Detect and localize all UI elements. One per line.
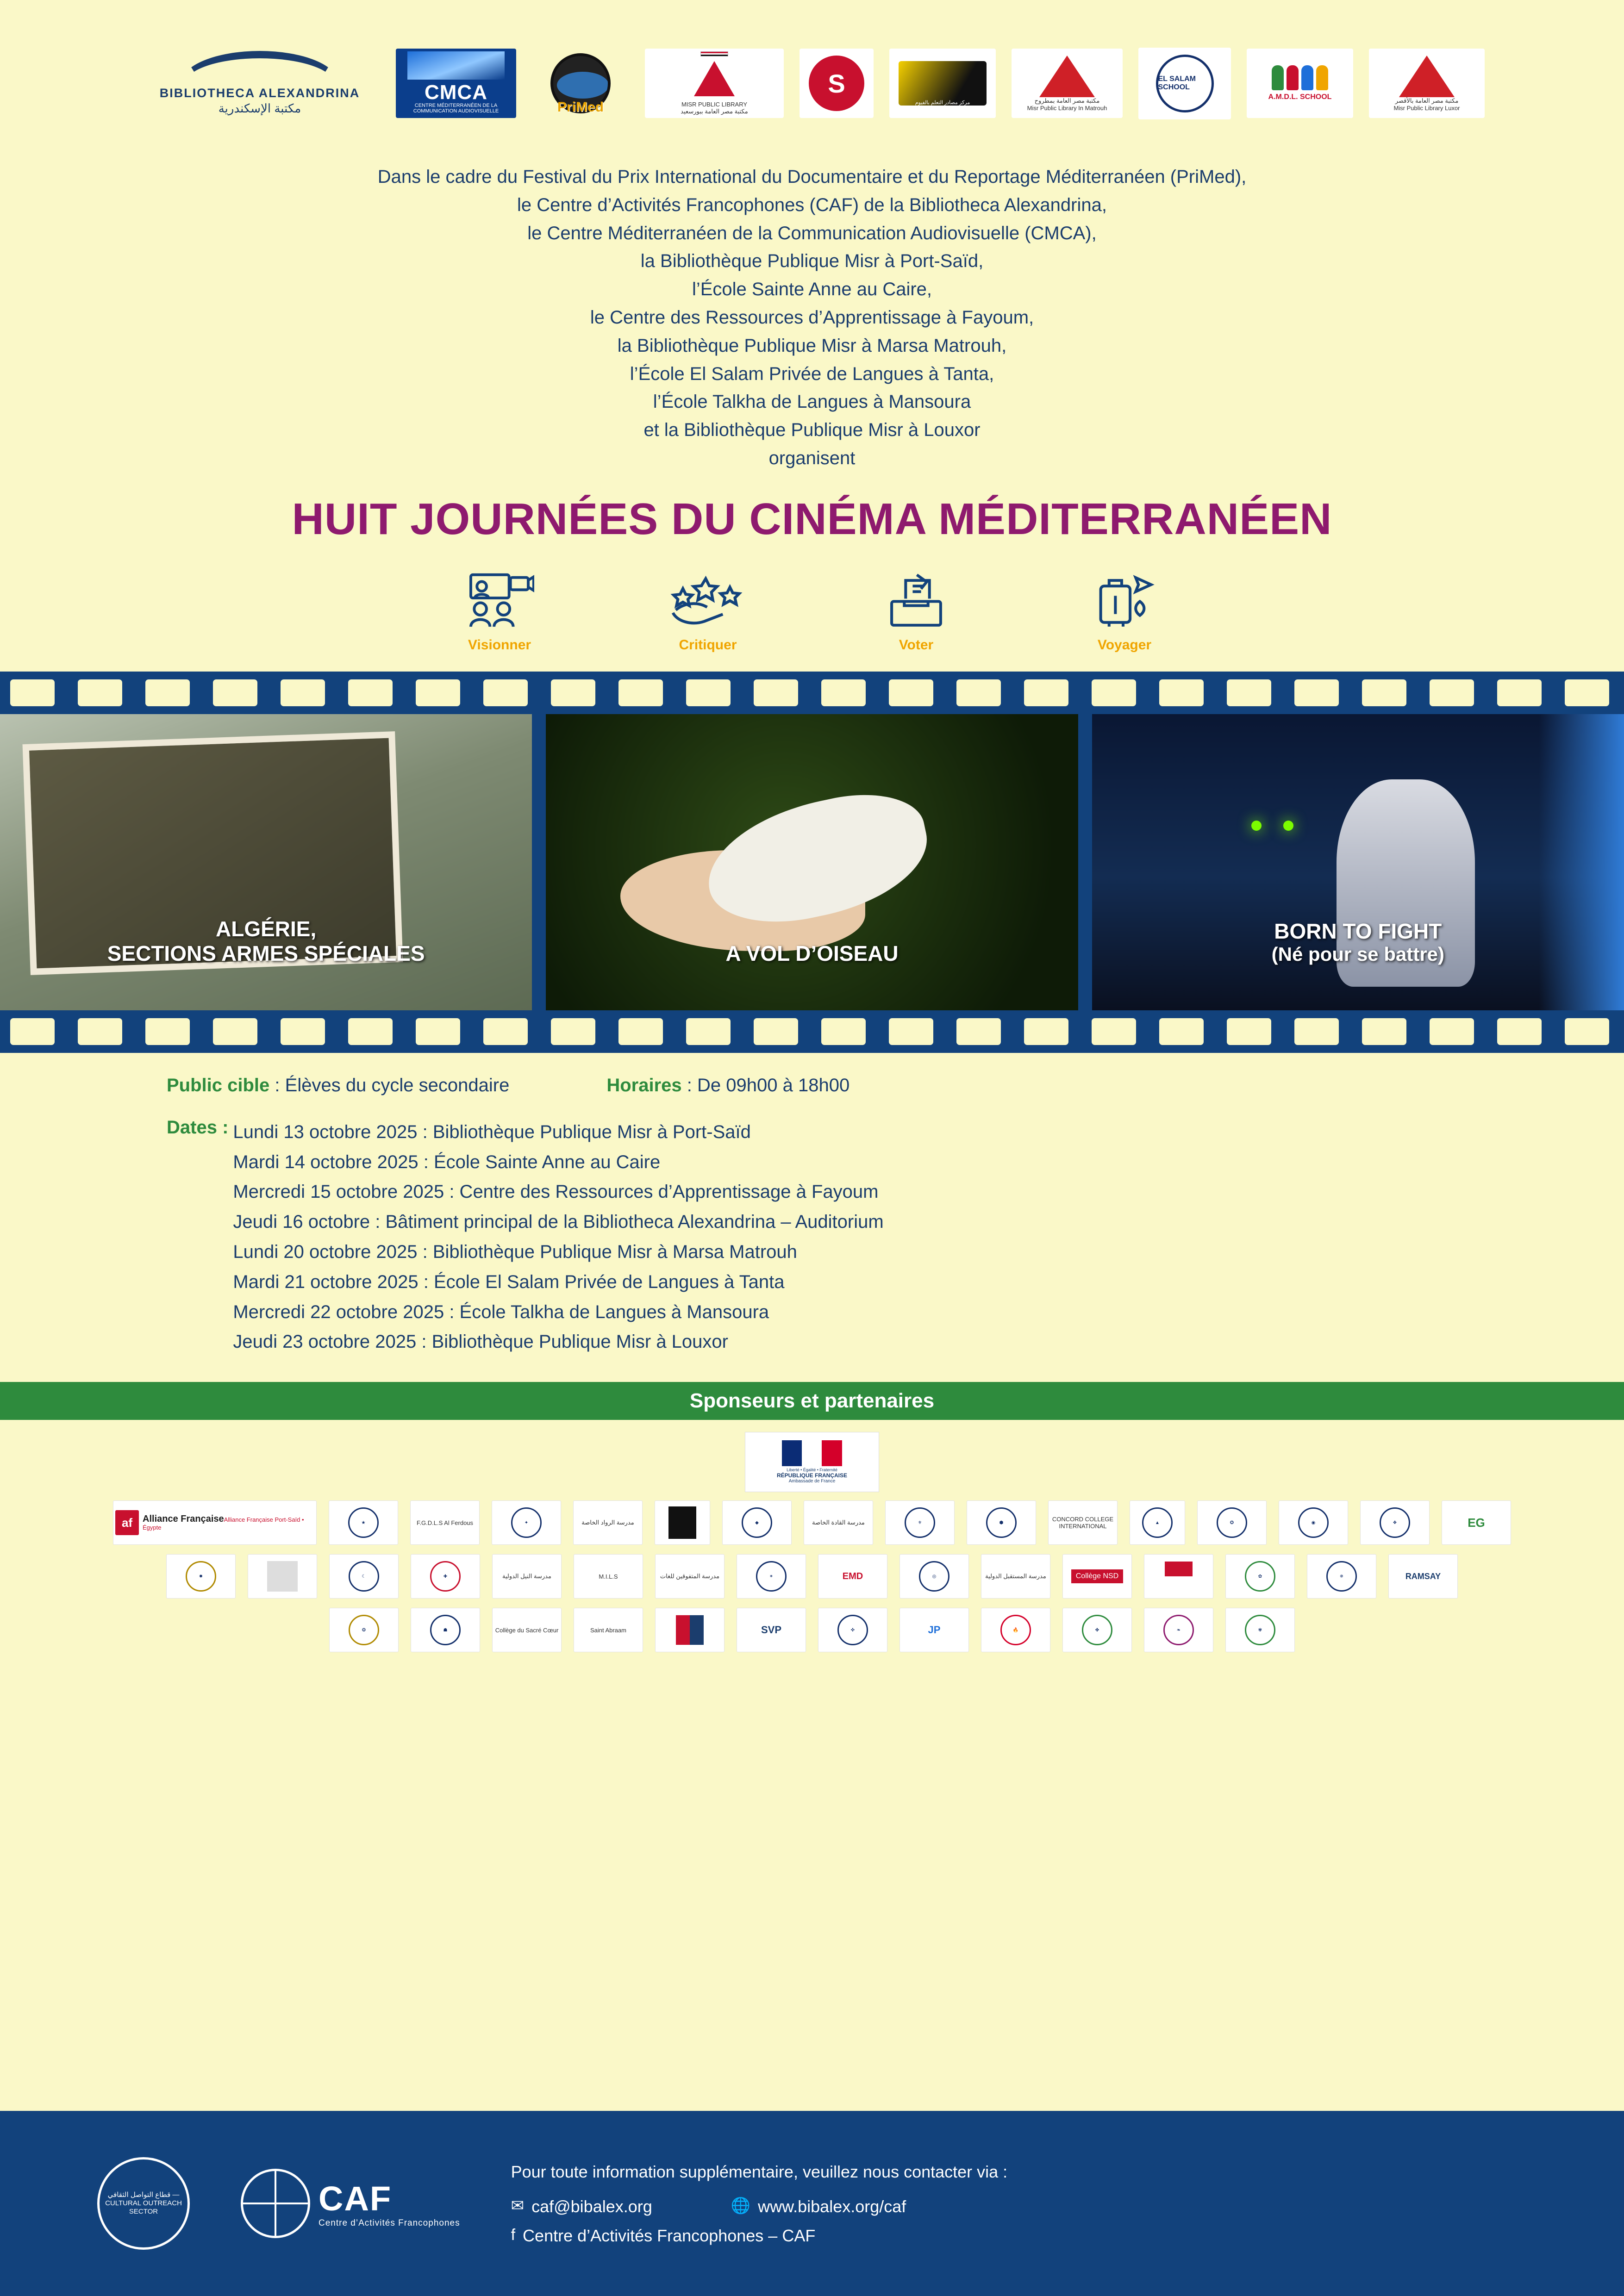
sponsor-9 (885, 1500, 955, 1545)
sponsor-alliance-francaise: af Alliance FrançaiseAlliance Française Port-Saïd • Égypte (113, 1500, 317, 1545)
light-glow-2 (1283, 821, 1293, 831)
sponsor-emblem-34: ☗ (430, 1615, 461, 1645)
sponsor-emblem-41: 🔥 (1000, 1615, 1031, 1645)
footer (0, 2111, 1624, 2296)
primed-title: PriMed (557, 100, 604, 115)
film-title-2: A VOL D’OISEAU (725, 941, 899, 965)
film-caption-2 (546, 941, 1078, 966)
sponsor-17 (166, 1554, 236, 1599)
sponsor-18 (248, 1554, 317, 1599)
info-section (0, 1053, 1624, 1357)
intro-line-3: le Centre Méditerranéen de la Communication Audiovisuelle (CMCA), (527, 223, 1097, 243)
pyramid-icon (694, 61, 735, 96)
sponsor-27 (981, 1554, 1050, 1599)
film-title-1: ALGÉRIE, (216, 916, 317, 941)
hours-value: De 09h00 à 18h00 (697, 1075, 850, 1095)
audience-block (167, 1075, 509, 1096)
france-embassy: Ambassade de France (788, 1479, 836, 1484)
intro-line-7: la Bibliothèque Publique Misr à Marsa Matrouh, (617, 335, 1007, 356)
bibalex-title: BIBLIOTHECA ALEXANDRINA (159, 86, 360, 100)
logo-ambassade-de-france (745, 1432, 879, 1492)
rating-hand-icon (648, 566, 768, 635)
sponsor-label-40: JP (928, 1624, 941, 1636)
sponsor-college-nsd (1062, 1554, 1132, 1599)
el-salam-title: EL SALAM SCHOOL (1158, 75, 1196, 91)
film-title-3: BORN TO FIGHT (1274, 919, 1442, 943)
sponsor-emblem-30: ✿ (1245, 1561, 1275, 1592)
sponsor-emblem-17: ✸ (186, 1561, 216, 1592)
sponsor-row-3 (69, 1608, 1555, 1652)
red-pyramid-icon-luxor (1399, 56, 1455, 97)
sponsor-23 (655, 1554, 725, 1599)
sponsor-4 (492, 1500, 561, 1545)
sponsor-15 (1360, 1500, 1430, 1545)
sponsor-39 (818, 1608, 887, 1652)
sponsor-emblem-18 (267, 1561, 298, 1592)
date-item-5: Lundi 20 octobre 2025 : Bibliothèque Publique Misr à Marsa Matrouh (233, 1241, 797, 1262)
contact-website[interactable] (731, 2192, 906, 2221)
intro-line-9: l’École Talkha de Langues à Mansoura (653, 392, 971, 412)
sponsor-41 (981, 1608, 1050, 1652)
date-item-7: Mercredi 22 octobre 2025 : École Talkha de Langues à Mansoura (233, 1301, 769, 1322)
bibalex-title-arabic: مكتبة الإسكندرية (218, 101, 301, 115)
contact-line-1 (511, 2192, 1527, 2221)
date-item-1: Lundi 13 octobre 2025 : Bibliothèque Publique Misr à Port-Saïd (233, 1121, 751, 1142)
film-frame-born-to-fight (1092, 714, 1624, 1010)
hours-block (606, 1075, 849, 1096)
misr-matrouh-title: Misr Public Library In Matrouh (1027, 104, 1107, 112)
sponsor-label-25: EMD (842, 1571, 863, 1581)
sponsor-emd-school (818, 1554, 887, 1599)
intro-line-1: Dans le cadre du Festival du Prix International du Documentaire et du Reportage Méditerranéen (PriMed), (377, 167, 1247, 187)
film-frame-vol-oiseau (546, 714, 1078, 1010)
activity-label-voyager: Voyager (1097, 637, 1152, 653)
sponsor-14 (1279, 1500, 1348, 1545)
sponsor-label-8: مدرسة القادة الخاصة (812, 1519, 865, 1526)
sponsor-concord-college (1048, 1500, 1118, 1545)
contact-facebook[interactable] (511, 2221, 1527, 2250)
blue-light-overlay (1539, 714, 1624, 1010)
date-item-2: Mardi 14 octobre 2025 : École Sainte Anne au Caire (233, 1151, 661, 1172)
sponsor-12 (1130, 1500, 1185, 1545)
caf-name: CAF (319, 2179, 392, 2218)
amdl-title: A.M.D.L. SCHOOL (1268, 93, 1332, 101)
info-row-audience-hours (167, 1075, 1457, 1096)
sponsors-banner: Sponseurs et partenaires (0, 1382, 1624, 1420)
sponsor-emblem-4: ✦ (511, 1507, 542, 1538)
egypt-flag-icon (700, 51, 728, 56)
af-mark-icon: af (115, 1510, 139, 1535)
sponsor-miles-school (574, 1554, 643, 1599)
logo-misr-public-library-matrouh (1012, 49, 1123, 118)
sponsor-label-35: Collège du Sacré Cœur (495, 1626, 559, 1634)
sponsor-emblem-2: ★ (348, 1507, 379, 1538)
el-salam-seal-icon (1156, 55, 1214, 112)
sponsor-label-27: مدرسة المستقبل الدولية (985, 1573, 1046, 1580)
sponsor-26 (899, 1554, 969, 1599)
hours-separator: : (681, 1075, 698, 1095)
logo-amdl-school (1247, 49, 1353, 118)
sponsor-42 (1062, 1608, 1132, 1652)
misr-luxor-title: Misr Public Library Luxor (1393, 104, 1460, 112)
sponsor-emblem-15: ❖ (1380, 1507, 1410, 1538)
sponsor-label-23: مدرسة المتفوقين للغات (660, 1573, 720, 1580)
sponsor-10 (967, 1500, 1036, 1545)
hours-label: Horaires (606, 1075, 682, 1095)
sponsor-label-21: مدرسة النيل الدولية (502, 1573, 551, 1580)
intro-line-6: le Centre des Ressources d’Apprentissage à Fayoum, (590, 307, 1034, 328)
france-republic: RÉPUBLIQUE FRANÇAISE (776, 1472, 847, 1479)
activity-icon-row (0, 566, 1624, 653)
date-item-4: Jeudi 16 octobre : Bâtiment principal de la Bibliotheca Alexandrina – Auditorium (233, 1212, 884, 1232)
top-logo-row (0, 0, 1624, 153)
suitcase-travel-icon (1064, 566, 1185, 635)
contact-title: Pour toute information supplémentaire, veuillez nous contacter via : (511, 2162, 1008, 2181)
france-motto: Liberté • Égalité • Fraternité (787, 1468, 837, 1473)
sponsor-6 (655, 1500, 710, 1545)
film-subtitle-3: (Né pour se battre) (1271, 943, 1445, 965)
sponsor-label-22: M.I.L.S (599, 1573, 618, 1580)
sponsor-emblem-33: ❂ (349, 1615, 379, 1645)
sainte-anne-monogram: S (809, 56, 864, 111)
sponsor-34 (411, 1608, 480, 1652)
sponsor-21 (492, 1554, 562, 1599)
sponsor-emblem-19: ☾ (349, 1561, 379, 1592)
sponsor-8 (804, 1500, 873, 1545)
film-caption-3 (1092, 919, 1624, 966)
sponsor-37 (655, 1608, 725, 1652)
intro-line-8: l’École El Salam Privée de Langues à Tanta, (630, 363, 994, 384)
screening-icon (439, 566, 560, 635)
date-item-6: Mardi 21 octobre 2025 : École El Salam Privée de Langues à Tanta (233, 1271, 785, 1292)
sponsor-label-1: Alliance Française Port-Saïd • Égypte (143, 1516, 304, 1531)
sponsor-29 (1144, 1554, 1213, 1599)
activity-label-critiquer: Critiquer (679, 637, 737, 653)
caf-subtitle: Centre d’Activités Francophones (319, 2218, 460, 2228)
logo-misr-public-library-port-said (645, 49, 784, 118)
audience-value: Élèves du cycle secondaire (285, 1075, 510, 1095)
film-subtitle-1: SECTIONS ARMES SPÉCIALES (107, 941, 425, 965)
sponsor-emblem-39: ✜ (837, 1615, 868, 1645)
red-pyramid-icon (1039, 56, 1095, 97)
sponsor-emblem-43: ❧ (1163, 1615, 1194, 1645)
audience-separator: : (269, 1075, 285, 1095)
sponsor-emblem-24: ✶ (756, 1561, 787, 1592)
amdl-figures-icon (1272, 65, 1328, 90)
audience-label: Public cible (167, 1075, 270, 1095)
marianne-flag-icon (782, 1440, 842, 1466)
activity-visionner (439, 566, 560, 653)
dates-block (167, 1117, 1457, 1357)
sponsor-al-ferdous (410, 1500, 480, 1545)
contact-email-value: caf@bibalex.org (531, 2196, 652, 2216)
sponsor-emblem-14: ◉ (1298, 1507, 1329, 1538)
sponsor-emblem-20: ✚ (430, 1561, 461, 1592)
sponsor-label-5: مدرسة الرواد الخاصة (581, 1519, 634, 1526)
intro-line-2: le Centre d’Activités Francophones (CAF) de la Bibliotheca Alexandrina, (517, 194, 1107, 215)
cmca-subtitle: CENTRE MÉDITERRANÉEN DE LA COMMUNICATION AUDIOVISUELLE (413, 102, 499, 114)
film-frames (0, 714, 1624, 1010)
cmca-title: CMCA (425, 81, 487, 104)
sponsor-13 (1197, 1500, 1267, 1545)
bird-image (696, 781, 938, 937)
activity-voyager (1064, 566, 1185, 653)
misr-psd-arabic: مكتبة مصر العامة ببورسعيد (681, 108, 748, 115)
ballot-box-icon (856, 566, 976, 635)
sponsor-19 (329, 1554, 399, 1599)
sponsor-30 (1225, 1554, 1295, 1599)
logo-bibliotheca-alexandrina (139, 39, 380, 127)
logo-caf (241, 2169, 460, 2238)
sponsor-college-sacre-coeur (492, 1608, 562, 1652)
fayoum-center-title: مركز مصادر التعلم بالفيوم (899, 61, 987, 106)
bibalex-swoosh-icon (181, 51, 338, 83)
contact-email[interactable] (511, 2192, 652, 2221)
sponsor-emblem-44: ✾ (1245, 1615, 1275, 1645)
sponsor-20 (411, 1554, 480, 1599)
sponsor-label-11: CONCORD COLLEGE INTERNATIONAL (1052, 1516, 1114, 1530)
logo-primed (532, 49, 629, 118)
filmstrip (0, 672, 1624, 1053)
light-glow-1 (1251, 821, 1262, 831)
misr-matrouh-arabic: مكتبة مصر العامة بمطروح (1034, 97, 1100, 104)
sponsor-emblem-37 (676, 1615, 704, 1645)
film-caption-1 (0, 917, 532, 966)
sponsor-label-32: RAMSAY (1405, 1571, 1441, 1581)
sponsor-43 (1144, 1608, 1213, 1652)
sponsor-emblem-7: ◆ (742, 1507, 772, 1538)
dates-list (233, 1117, 883, 1357)
activity-critiquer (648, 566, 768, 653)
logo-sainte-anne-school (800, 49, 874, 118)
activity-voter (856, 566, 976, 653)
sponsor-emblem-9: ⚜ (905, 1507, 935, 1538)
footer-contact (511, 2157, 1527, 2250)
logo-fayoum-learning-center (889, 49, 996, 118)
sponsor-label-3: F.G.D.L.S Al Ferdous (416, 1519, 474, 1526)
sponsor-emblem-26: ◎ (919, 1561, 949, 1592)
globe-icon: 🌐 (731, 2197, 751, 2215)
cmca-screen-icon (407, 51, 505, 80)
facebook-icon: f (511, 2226, 516, 2244)
sponsor-svp-school (737, 1608, 806, 1652)
sponsor-emblem-10: ⬢ (986, 1507, 1017, 1538)
intro-line-4: la Bibliothèque Publique Misr à Port-Saïd, (640, 251, 984, 272)
misr-psd-title: MISR PUBLIC LIBRARY (681, 101, 748, 108)
intro-paragraph (0, 163, 1624, 473)
dates-label (167, 1117, 228, 1357)
contact-website-value: www.bibalex.org/caf (758, 2196, 906, 2216)
sponsor-7 (722, 1500, 792, 1545)
sponsor-emblem-42: ✤ (1082, 1615, 1112, 1645)
film-frame-algerie (0, 714, 532, 1010)
sponsor-24 (737, 1554, 806, 1599)
sponsor-emblem-29 (1165, 1562, 1193, 1591)
sponsor-label-16: EG (1468, 1515, 1485, 1530)
intro-line-5: l’École Sainte Anne au Caire, (692, 279, 932, 300)
sponsors-area (0, 1420, 1624, 1671)
filmstrip-perforations-bottom (0, 1010, 1624, 1053)
cultural-outreach-seal (97, 2157, 190, 2250)
page-title: HUIT JOURNÉES DU CINÉMA MÉDITERRANÉEN (292, 494, 1332, 544)
sponsor-emblem-31: ✵ (1326, 1561, 1357, 1592)
sponsor-16 (1442, 1500, 1511, 1545)
envelope-icon: ✉ (511, 2197, 525, 2215)
activity-label-voter: Voter (899, 637, 934, 653)
date-item-3: Mercredi 15 octobre 2025 : Centre des Ressources d’Apprentissage à Fayoum (233, 1182, 879, 1202)
dates-label-text: Dates (167, 1117, 217, 1138)
sponsor-31 (1307, 1554, 1376, 1599)
sponsor-2 (329, 1500, 398, 1545)
sponsor-row-1 (69, 1500, 1555, 1545)
logo-misr-public-library-luxor (1369, 49, 1485, 118)
filmstrip-perforations-top (0, 672, 1624, 714)
logo-cmca (396, 49, 516, 118)
logo-el-salam-school (1138, 48, 1231, 119)
contact-facebook-value: Centre d’Activités Francophones – CAF (523, 2226, 816, 2245)
dates-separator: : (217, 1117, 229, 1138)
sponsor-33 (329, 1608, 399, 1652)
sponsor-label-38: SVP (761, 1624, 782, 1636)
caf-globe-icon (241, 2169, 310, 2238)
cultural-outreach-seal-text: قطاع التواصل الثقافي — CULTURAL OUTREACH SECTOR (105, 2191, 182, 2215)
sponsor-emblem-12: ▲ (1142, 1507, 1173, 1538)
sponsor-44 (1225, 1608, 1295, 1652)
intro-line-11: organisent (768, 448, 856, 468)
sponsor-row-2 (69, 1554, 1555, 1599)
sponsor-label-28: Collège NSD (1071, 1569, 1123, 1583)
date-item-8: Jeudi 23 octobre 2025 : Bibliothèque Publique Misr à Louxor (233, 1332, 728, 1352)
sponsor-saint-abraam (574, 1608, 643, 1652)
sponsor-jp-school (899, 1608, 969, 1652)
intro-line-10: et la Bibliothèque Publique Misr à Louxor (643, 420, 981, 441)
misr-luxor-arabic: مكتبة مصر العامة بالأقصر (1395, 97, 1459, 104)
sponsor-label-36: Saint Abraam (590, 1626, 627, 1634)
sponsor-5 (573, 1500, 643, 1545)
sponsor-ramsay-school (1388, 1554, 1458, 1599)
sponsor-emblem-13: ✪ (1217, 1507, 1247, 1538)
activity-label-visionner: Visionner (468, 637, 531, 653)
